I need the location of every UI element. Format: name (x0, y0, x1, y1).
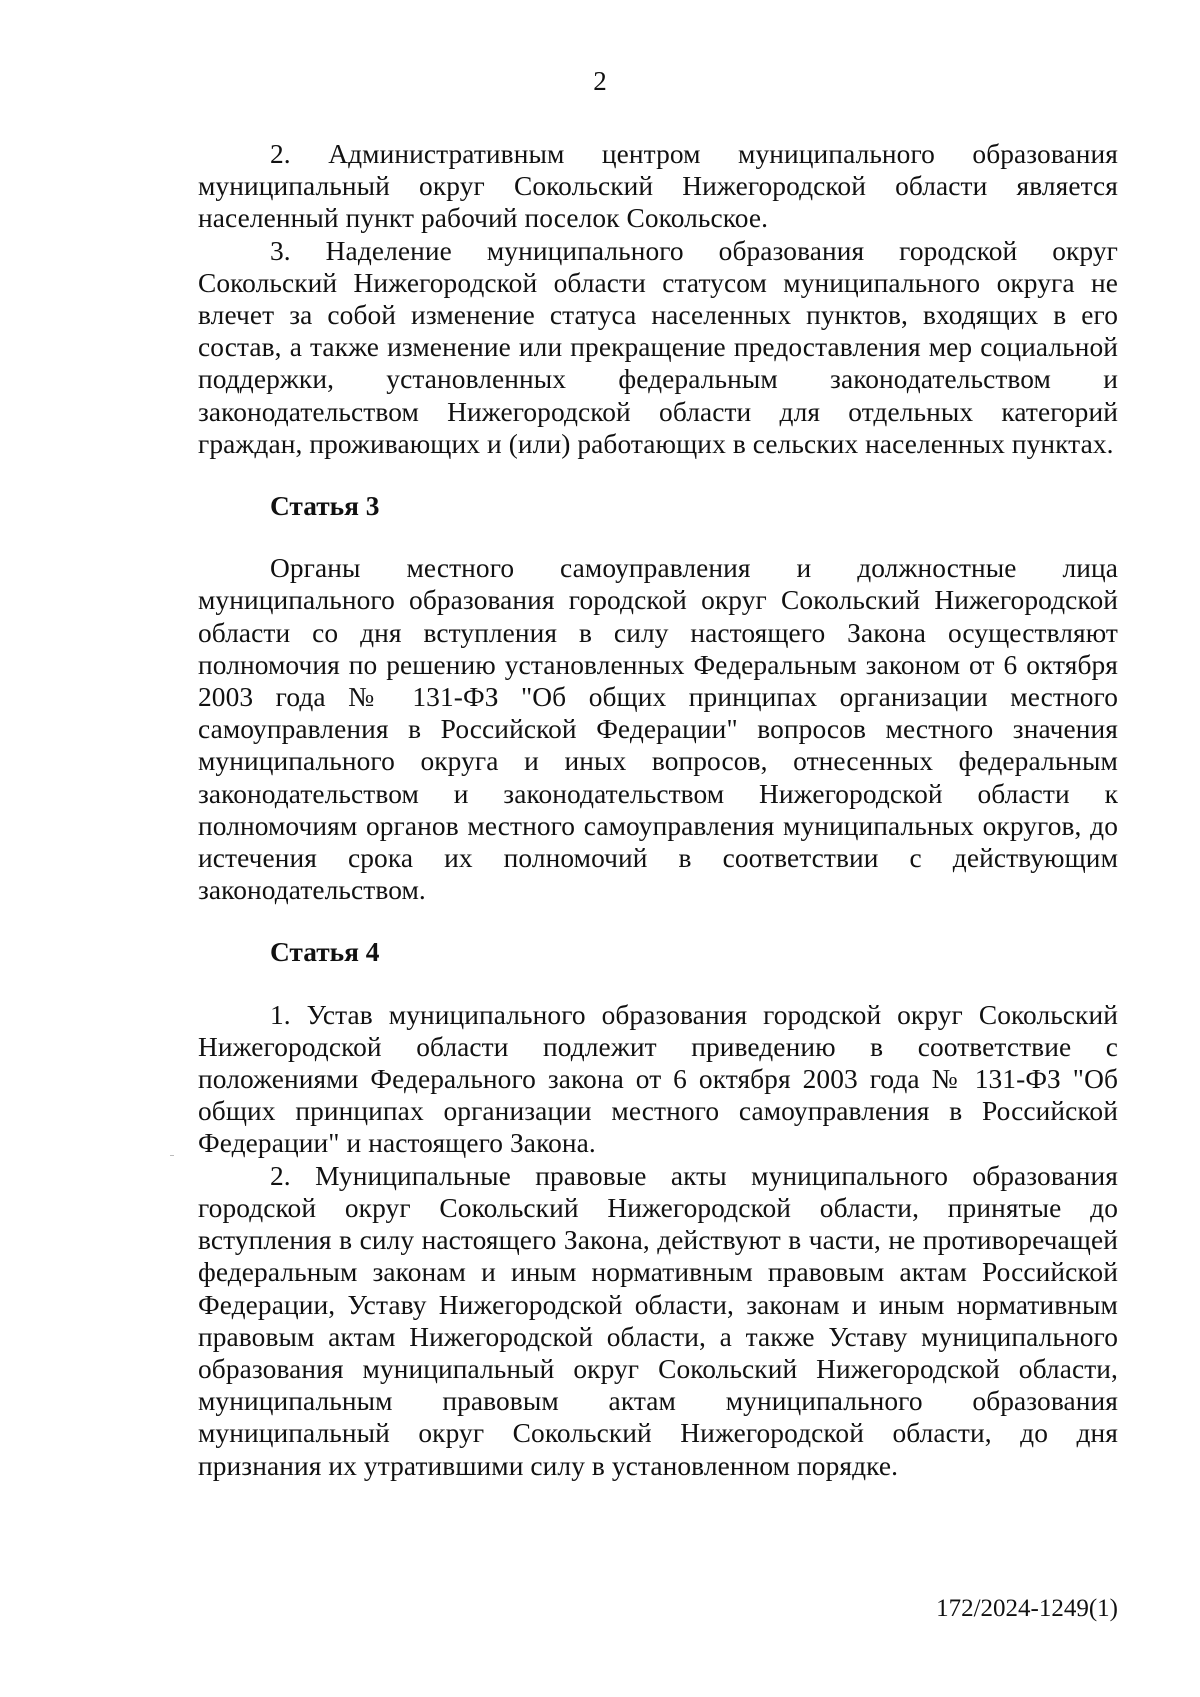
document-body (198, 138, 1118, 1482)
page-number: 2 (593, 66, 607, 96)
article-3-text: Органы местного самоуправления и должностные лица муниципального образования городской округ Сокольский Нижегородской области со дня вступления в силу настоящего Закона осуществляют полномочия по решению установленных Федеральным законом от 6 октября 2003 года № 131-ФЗ "Об общих принципах организации местного самоуправления в Российской Федерации" вопросов местного значения муниципального округа и иных вопросов, отнесенных федеральным законодательством и законодательством Нижегородской области к полномочиям органов местного самоуправления муниципальных округов, до истечения срока их полномочий в соответствии с действующим законодательством. (198, 553, 1118, 906)
paragraph-status-change: 3. Наделение муниципального образования городской округ Сокольский Нижегородской области статусом муниципального округа не влечет за собой изменение статуса населенных пунктов, входящих в его состав, а также изменение или прекращение предоставления мер социальной поддержки, установленных федеральным законодательством и законодательством Нижегородской области для отдельных категорий граждан, проживающих и (или) работающих в сельских населенных пунктах. (198, 235, 1118, 459)
paragraph-admin-center: 2. Административным центром муниципального образования муниципальный округ Сокольский Нижегородской области является населенный пункт рабочий поселок Сокольское. (198, 139, 1118, 234)
scan-speck (170, 1155, 174, 1156)
article-4-paragraph-2: 2. Муниципальные правовые акты муниципального образования городской округ Сокольский Нижегородской области, принятые до вступления в силу настоящего Закона, действуют в части, не противоречащей федеральным законам и иным нормативным правовым актам Российской Федерации, Уставу Нижегородской области, законам и иным нормативным правовым актам Нижегородской области, а также Уставу муниципального образования муниципальный округ Сокольский Нижегородской области, муниципальным правовым актам муниципального образования муниципальный округ Сокольский Нижегородской области, до дня признания их утратившими силу в установленном порядке. (198, 1160, 1118, 1481)
article-3-title: Статья 3 (270, 491, 380, 522)
document-number: 172/2024-1249(1) (936, 1595, 1118, 1622)
article-4-title: Статья 4 (270, 937, 380, 968)
article-4-paragraph-1: 1. Устав муниципального образования городской округ Сокольский Нижегородской области подлежит приведению в соответствие с положениями Федерального закона от 6 октября 2003 года № 131-ФЗ "Об общих принципах организации местного самоуправления в Российской Федерации" и настоящего Закона. (198, 999, 1118, 1159)
